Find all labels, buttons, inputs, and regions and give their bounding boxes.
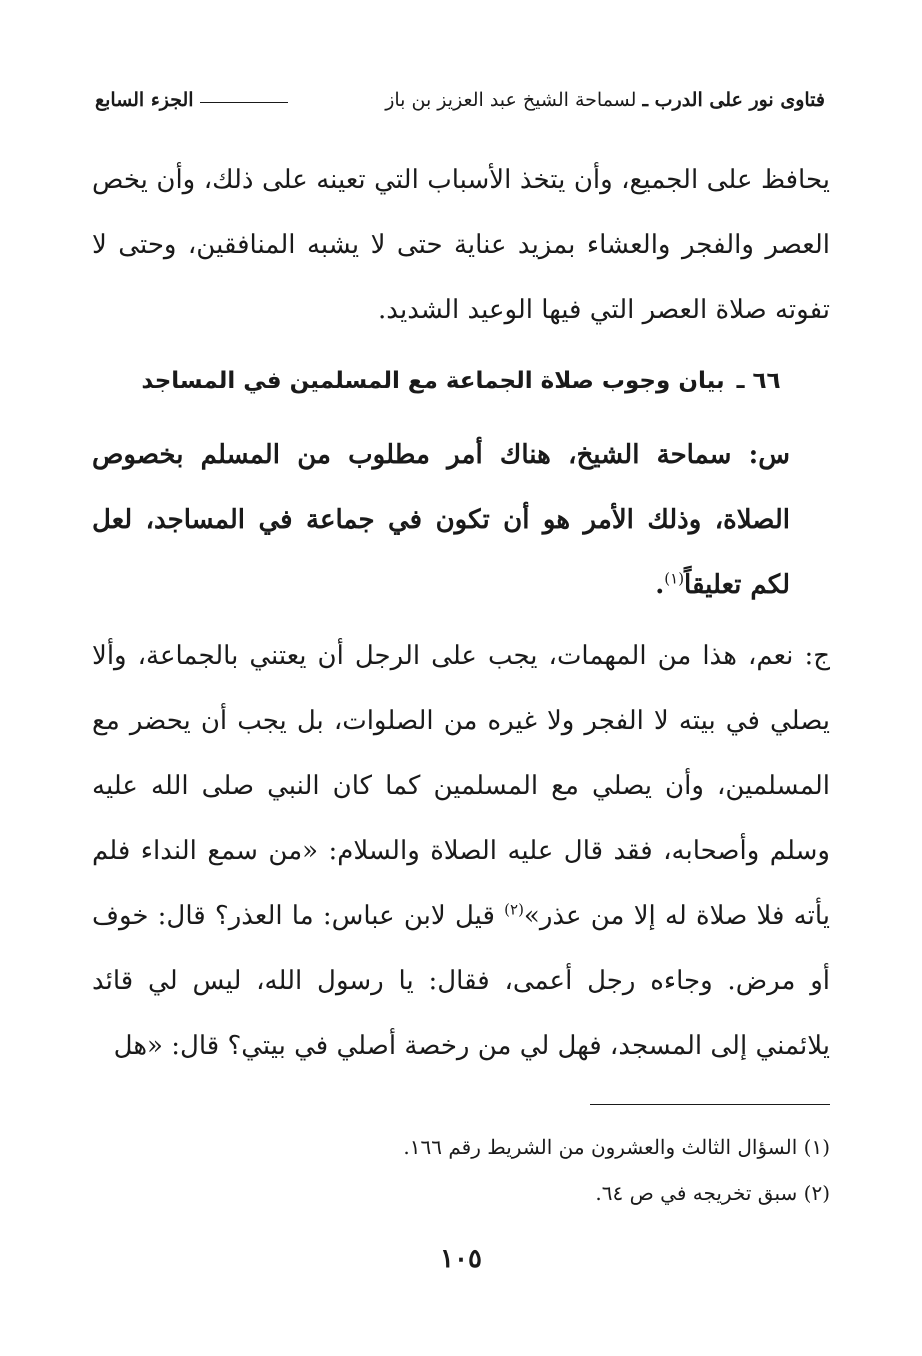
question-end: .: [655, 570, 665, 600]
book-title: فتاوى نور على الدرب ـ: [642, 89, 825, 111]
footnotes: [92, 1124, 830, 1216]
footnote-2: (٢) سبق تخريجه في ص ٦٤.: [595, 1181, 830, 1205]
footnote-ref-1: (١): [664, 569, 685, 588]
answer-paragraph: [92, 624, 830, 1079]
page-body: [92, 148, 830, 1079]
question-paragraph: [92, 423, 830, 618]
answer-text-part2: قيل لابن عباس: ما العذر؟ قال: خوف أو مرض. وجاءه رجل أعمى، فقال: يا رسول الله، ليس لي قائد يلائمني إلى المسجد، فهل لي من رخصة أصلي في بيتي؟ قال: «هل: [92, 901, 830, 1061]
header-rule: [200, 102, 288, 103]
page-number: ١٠٥: [440, 1244, 482, 1274]
author-name: لسماحة الشيخ عبد العزيز بن باز: [385, 89, 637, 111]
footnote-1: (١) السؤال الثالث والعشرون من الشريط رقم ١٦٦.: [403, 1135, 830, 1159]
footnote-divider: [590, 1104, 830, 1105]
intro-paragraph: يحافظ على الجميع، وأن يتخذ الأسباب التي تعينه على ذلك، وأن يخص العصر والفجر والعشاء بمزيد عناية حتى لا يشبه المنافقين، وحتى لا تفوته صلاة العصر التي فيها الوعيد الشديد.: [92, 165, 830, 325]
question-text: س: سماحة الشيخ، هناك أمر مطلوب من المسلم بخصوص الصلاة، وذلك الأمر هو أن تكون في جماعة في المساجد، لعل لكم تعليقاً: [92, 440, 790, 600]
running-header-volume-group: [95, 89, 288, 111]
footnote-ref-2: (٢): [504, 900, 524, 919]
volume-label: الجزء السابع: [95, 89, 194, 111]
section-number: ٦٦ ـ: [736, 368, 781, 394]
section-title: بيان وجوب صلاة الجماعة مع المسلمين في المساجد: [141, 368, 725, 394]
running-header: [95, 82, 825, 118]
running-header-title: [385, 89, 825, 111]
section-heading: [92, 361, 830, 401]
answer-text-part1: ج: نعم، هذا من المهمات، يجب على الرجل أن يعتني بالجماعة، وألا يصلي في بيته لا الفجر ولا غيره من الصلوات، بل يجب أن يحضر مع المسلمين، وأن يصلي مع المسلمين كما كان النبي صلى الله عليه وسلم وأصحابه، فقد قال عليه الصلاة والسلام: «من سمع النداء فلم يأته فلا صلاة له إلا من عذر»: [92, 641, 831, 931]
